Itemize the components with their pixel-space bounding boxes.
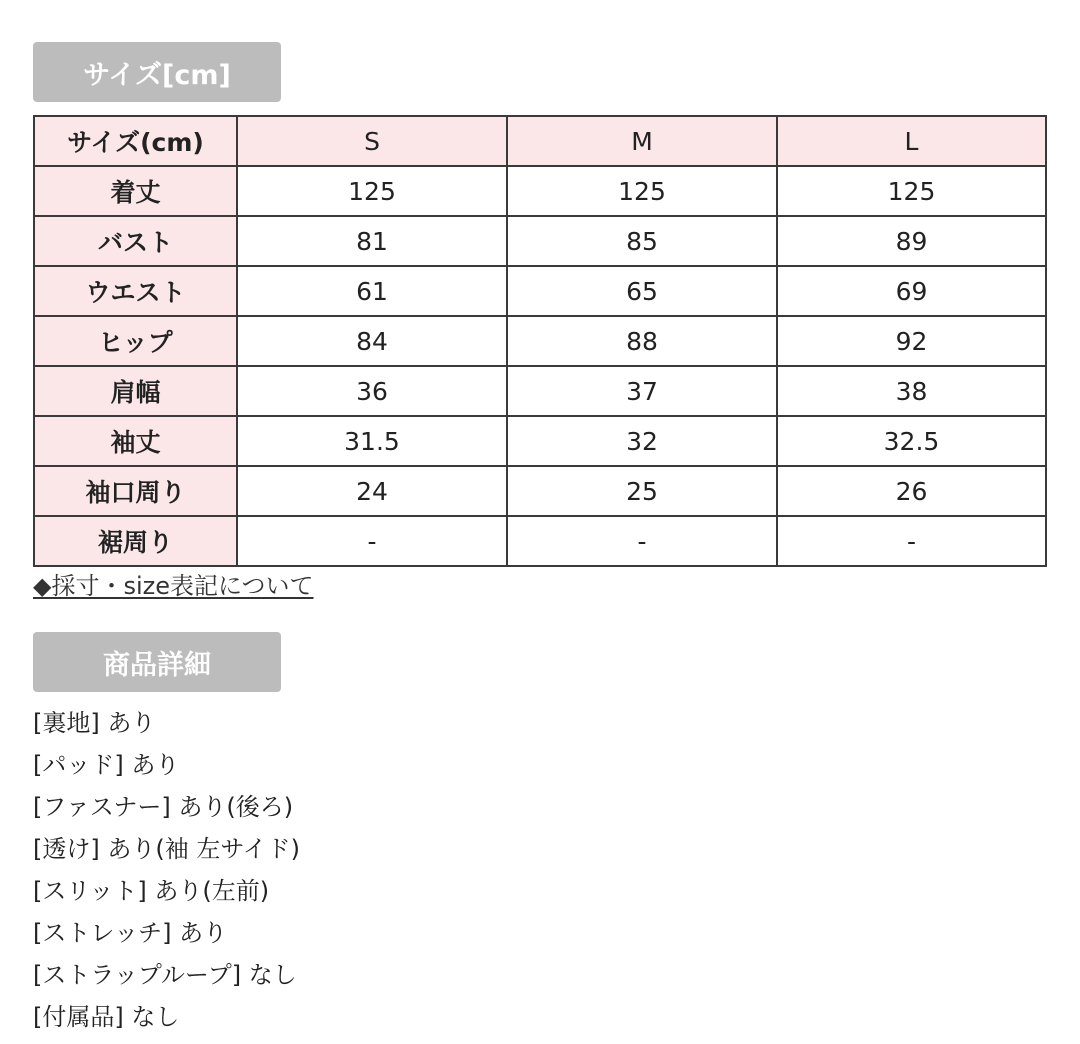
row-label-shoulder: 肩幅	[34, 366, 237, 416]
size-section-title: サイズ[cm]	[83, 59, 231, 91]
table-cell: 26	[777, 466, 1046, 516]
size-header-l: L	[777, 116, 1046, 166]
table-cell: 32.5	[777, 416, 1046, 466]
table-row	[34, 416, 1046, 466]
details-section-title: 商品詳細	[103, 649, 211, 681]
list-item: [スリット] あり(左前)	[33, 877, 270, 905]
table-cell: 38	[777, 366, 1046, 416]
list-item: [パッド] あり	[33, 751, 180, 779]
table-cell: 32	[507, 416, 777, 466]
product-details-list	[33, 702, 300, 1038]
list-item: [透け] あり(袖 左サイド)	[33, 835, 301, 863]
table-cell: 125	[237, 166, 507, 216]
size-header-label: サイズ(cm)	[34, 116, 237, 166]
table-cell: 125	[777, 166, 1046, 216]
table-cell: 89	[777, 216, 1046, 266]
table-cell: 81	[237, 216, 507, 266]
table-cell: 125	[507, 166, 777, 216]
table-row	[34, 466, 1046, 516]
table-cell: 88	[507, 316, 777, 366]
table-row	[34, 266, 1046, 316]
table-row	[34, 216, 1046, 266]
table-cell: 24	[237, 466, 507, 516]
table-cell: -	[777, 516, 1046, 566]
details-section-tab	[33, 632, 281, 692]
table-cell: 31.5	[237, 416, 507, 466]
table-cell: -	[507, 516, 777, 566]
table-cell: -	[237, 516, 507, 566]
size-header-m: M	[507, 116, 777, 166]
size-table-header-row	[34, 116, 1046, 166]
table-cell: 92	[777, 316, 1046, 366]
size-section-tab	[33, 42, 281, 102]
measurement-info-link[interactable]: ◆採寸・size表記について	[33, 572, 314, 600]
list-item: [裏地] あり	[33, 709, 156, 737]
table-row	[34, 316, 1046, 366]
list-item: [ファスナー] あり(後ろ)	[33, 793, 294, 821]
table-cell: 36	[237, 366, 507, 416]
size-table	[33, 115, 1047, 567]
size-header-s: S	[237, 116, 507, 166]
table-cell: 85	[507, 216, 777, 266]
table-row	[34, 366, 1046, 416]
row-label-hip: ヒップ	[34, 316, 237, 366]
row-label-length: 着丈	[34, 166, 237, 216]
table-row	[34, 516, 1046, 566]
table-cell: 25	[507, 466, 777, 516]
list-item: [ストラップループ] なし	[33, 961, 297, 989]
table-cell: 61	[237, 266, 507, 316]
table-cell: 65	[507, 266, 777, 316]
row-label-cuff: 袖口周り	[34, 466, 237, 516]
table-cell: 84	[237, 316, 507, 366]
row-label-bust: バスト	[34, 216, 237, 266]
row-label-hem: 裾周り	[34, 516, 237, 566]
row-label-sleeve-length: 袖丈	[34, 416, 237, 466]
row-label-waist: ウエスト	[34, 266, 237, 316]
list-item: [ストレッチ] あり	[33, 919, 228, 947]
table-cell: 69	[777, 266, 1046, 316]
table-cell: 37	[507, 366, 777, 416]
list-item: [付属品] なし	[33, 1003, 180, 1031]
table-row	[34, 166, 1046, 216]
